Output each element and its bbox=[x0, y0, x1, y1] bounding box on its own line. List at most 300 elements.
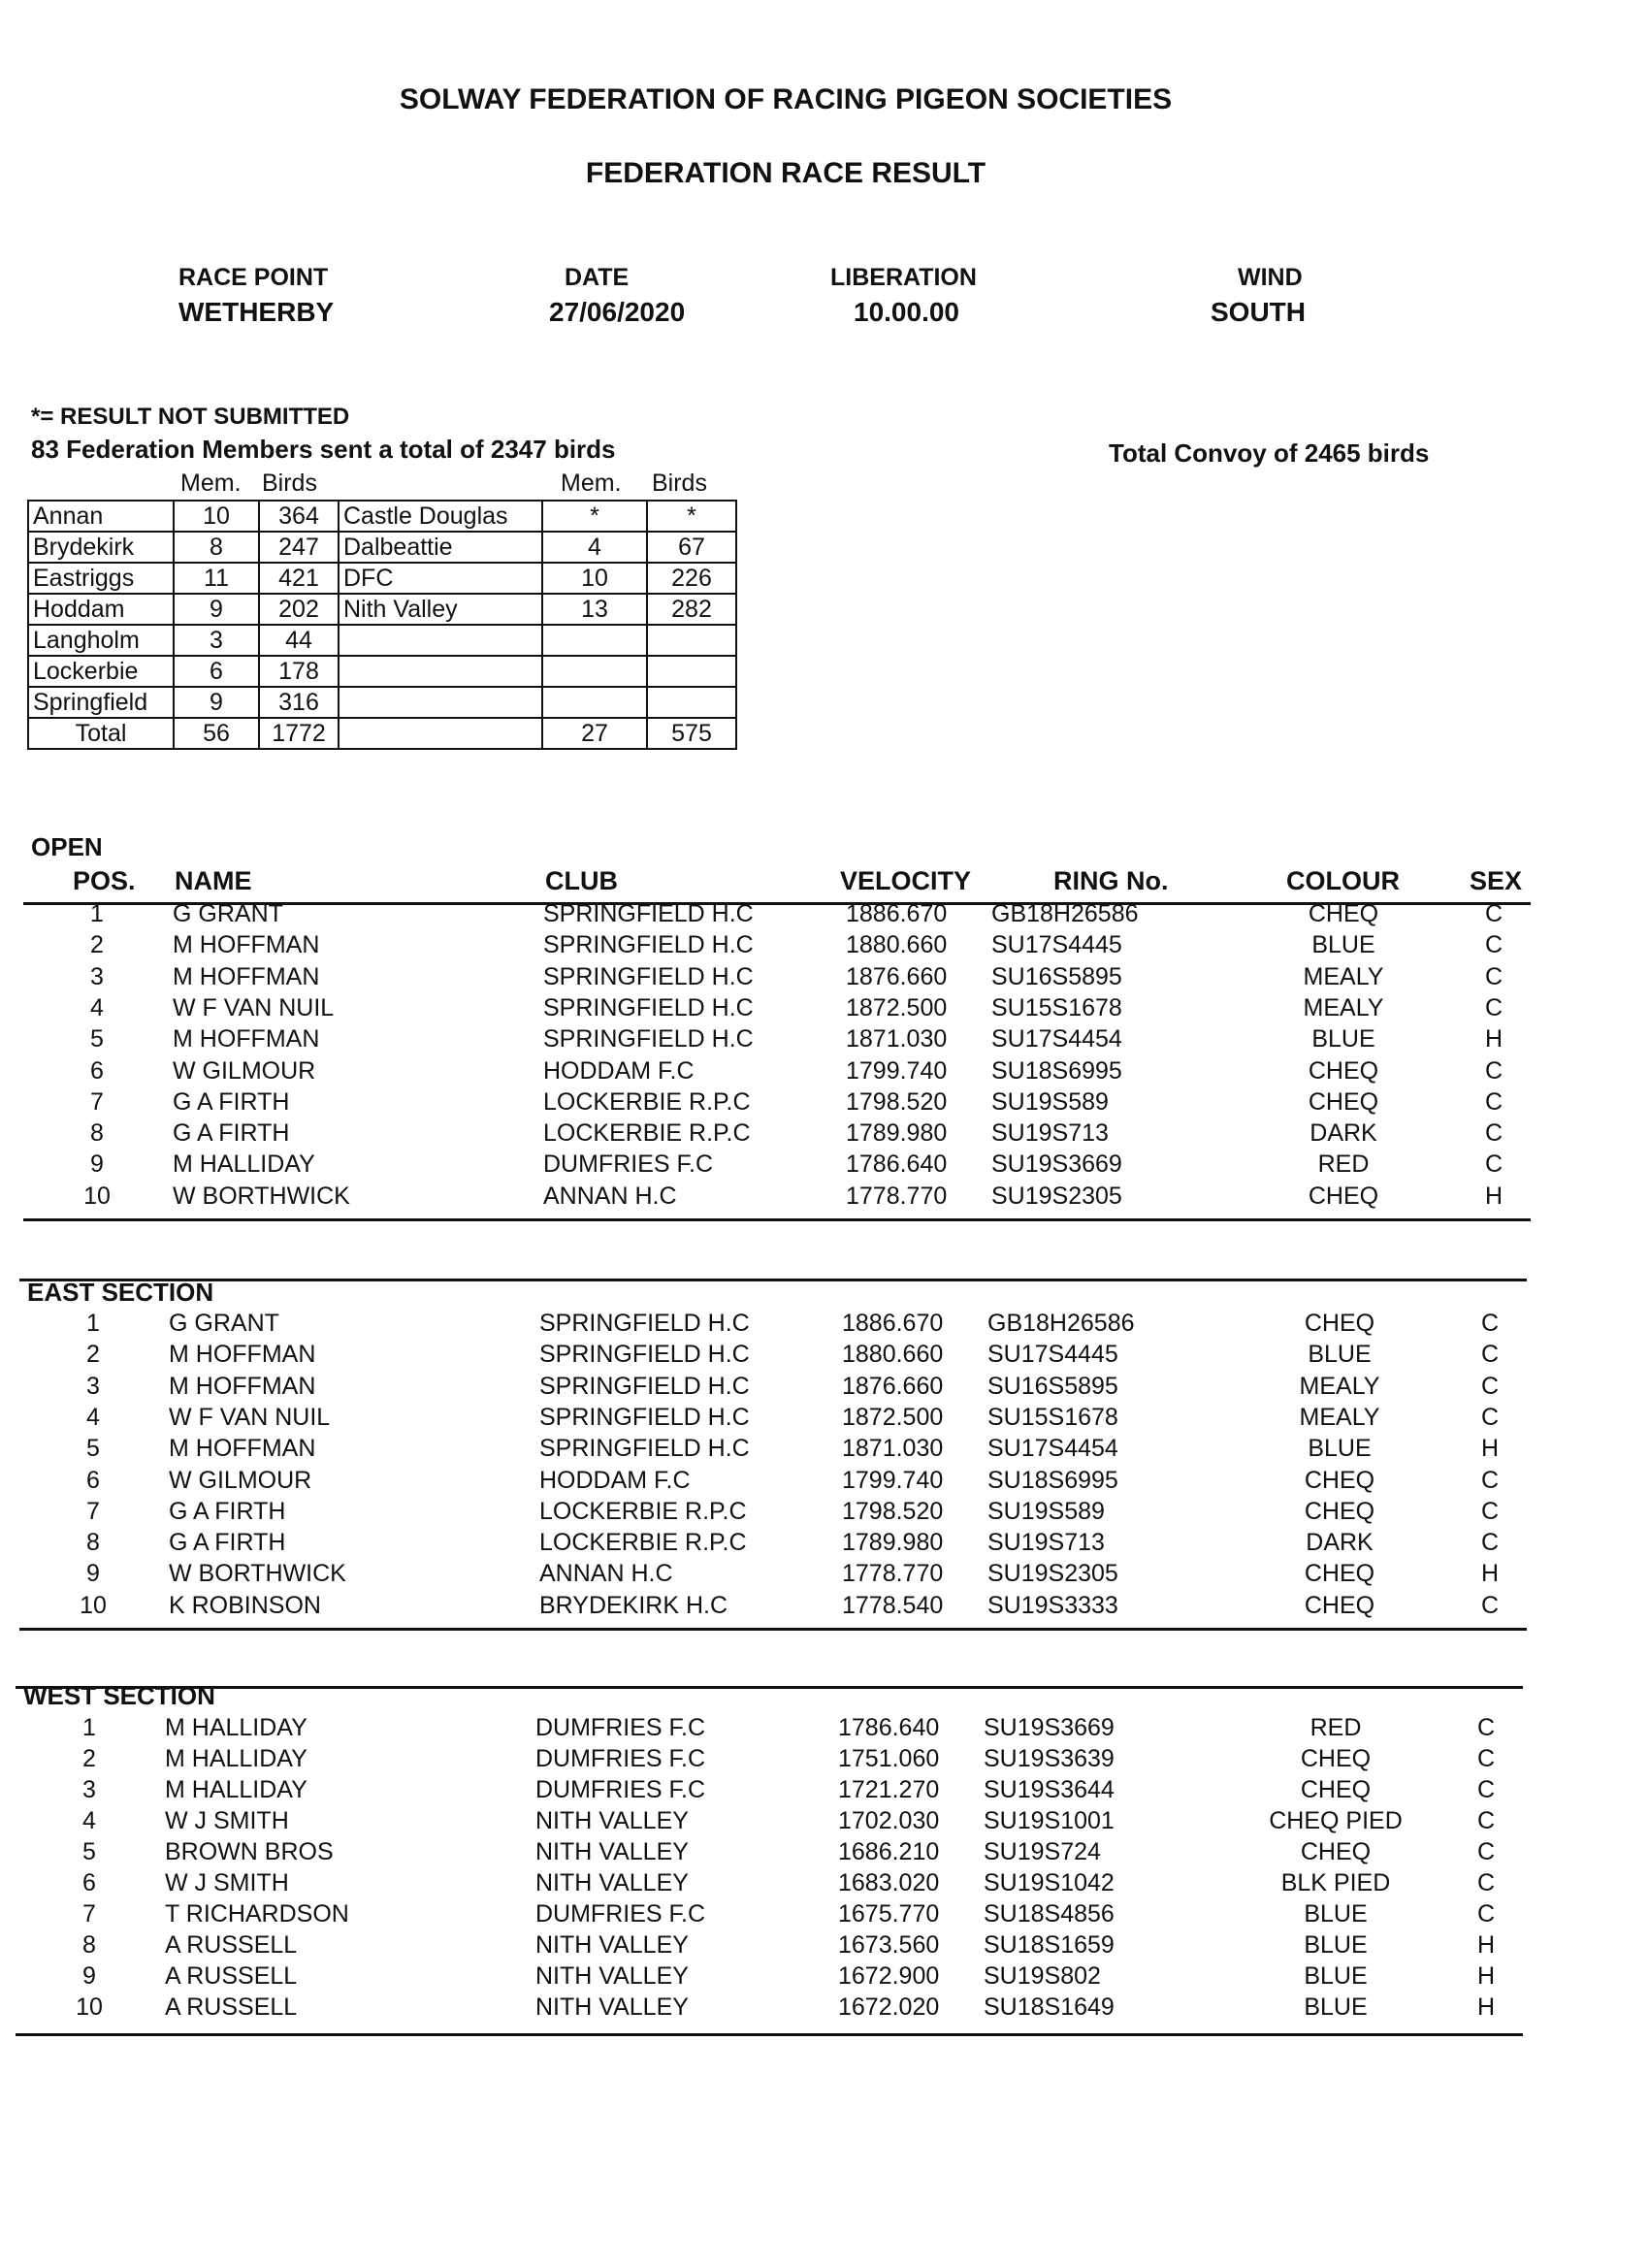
club-name: Eastriggs bbox=[28, 563, 174, 594]
result-sex: C bbox=[1484, 900, 1504, 927]
result-velocity: 1871.030 bbox=[842, 1435, 944, 1463]
club-name: Dalbeattie bbox=[339, 532, 542, 563]
summary-row bbox=[28, 656, 736, 687]
club-name: DFC bbox=[339, 563, 542, 594]
result-name: M HALLIDAY bbox=[165, 1714, 307, 1741]
result-velocity: 1798.520 bbox=[846, 1087, 948, 1116]
result-pos: 1 bbox=[82, 1714, 96, 1741]
result-colour: BLUE bbox=[1308, 1341, 1372, 1369]
result-name: T RICHARDSON bbox=[165, 1900, 349, 1928]
club-members: 8 bbox=[174, 532, 259, 563]
result-ring: SU19S3333 bbox=[987, 1591, 1118, 1619]
result-pos: 5 bbox=[86, 1435, 100, 1463]
result-club: ANNAN H.C bbox=[543, 1182, 677, 1210]
result-name: G GRANT bbox=[169, 1310, 279, 1337]
document-title: SOLWAY FEDERATION OF RACING PIGEON SOCIETIES bbox=[399, 83, 1173, 115]
result-velocity: 1871.030 bbox=[846, 1025, 948, 1053]
result-club: DUMFRIES F.C bbox=[535, 1714, 705, 1741]
open-result-row bbox=[0, 994, 1649, 1025]
result-colour: CHEQ bbox=[1308, 1056, 1379, 1085]
east-section-result-row bbox=[0, 1341, 1649, 1372]
result-colour: BLUE bbox=[1311, 931, 1375, 959]
result-sex: C bbox=[1476, 1807, 1496, 1834]
result-velocity: 1798.520 bbox=[842, 1497, 944, 1525]
result-pos: 8 bbox=[86, 1529, 100, 1557]
result-colour: CHEQ bbox=[1308, 900, 1379, 927]
west-section-bottom-rule bbox=[16, 2033, 1523, 2036]
result-pos: 8 bbox=[82, 1931, 96, 1959]
result-velocity: 1751.060 bbox=[838, 1745, 940, 1772]
result-pos: 7 bbox=[86, 1497, 100, 1525]
result-ring: SU15S1678 bbox=[987, 1403, 1118, 1431]
result-sex: C bbox=[1480, 1497, 1500, 1525]
open-result-row bbox=[0, 1088, 1649, 1119]
birds-header-right: Birds bbox=[652, 470, 707, 497]
result-sex: C bbox=[1484, 931, 1504, 959]
total-members-left: 56 bbox=[174, 718, 259, 749]
date-value: 27/06/2020 bbox=[549, 297, 686, 327]
result-velocity: 1789.980 bbox=[842, 1529, 944, 1557]
west-section-result-row bbox=[0, 1838, 1649, 1869]
result-pos: 4 bbox=[90, 993, 104, 1021]
race-point-value: WETHERBY bbox=[178, 297, 335, 327]
result-club: SPRINGFIELD H.C bbox=[539, 1372, 750, 1400]
result-club: NITH VALLEY bbox=[535, 1869, 689, 1896]
result-name: W J SMITH bbox=[165, 1869, 289, 1896]
result-sex: C bbox=[1480, 1310, 1500, 1337]
result-name: W GILMOUR bbox=[169, 1466, 312, 1494]
result-club: NITH VALLEY bbox=[535, 1962, 689, 1990]
west-section-result-row bbox=[0, 1931, 1649, 1962]
result-club: LOCKERBIE R.P.C bbox=[543, 1087, 751, 1116]
result-velocity: 1673.560 bbox=[838, 1931, 940, 1959]
date-label: DATE bbox=[565, 264, 630, 291]
result-pos: 4 bbox=[82, 1807, 96, 1834]
result-colour: CHEQ bbox=[1304, 1591, 1375, 1619]
column-header-sex: SEX bbox=[1470, 866, 1523, 895]
summary-row bbox=[28, 532, 736, 563]
result-name: W BORTHWICK bbox=[173, 1182, 350, 1210]
result-ring: SU19S1042 bbox=[984, 1869, 1115, 1896]
result-sex: H bbox=[1480, 1560, 1500, 1588]
result-club: DUMFRIES F.C bbox=[543, 1150, 713, 1179]
result-ring: GB18H26586 bbox=[987, 1310, 1135, 1337]
result-velocity: 1686.210 bbox=[838, 1838, 940, 1865]
liberation-label: LIBERATION bbox=[830, 264, 977, 291]
result-name: G A FIRTH bbox=[169, 1497, 286, 1525]
result-name: W J SMITH bbox=[165, 1807, 289, 1834]
club-name: Springfield bbox=[28, 687, 174, 718]
result-velocity: 1721.270 bbox=[838, 1776, 940, 1803]
result-club: LOCKERBIE R.P.C bbox=[543, 1119, 751, 1148]
club-birds: 178 bbox=[259, 656, 339, 687]
result-ring: SU18S6995 bbox=[987, 1466, 1118, 1494]
result-colour: CHEQ bbox=[1300, 1776, 1372, 1803]
result-velocity: 1872.500 bbox=[842, 1403, 944, 1431]
east-section-bottom-rule bbox=[19, 1628, 1527, 1631]
result-name: M HOFFMAN bbox=[169, 1341, 316, 1369]
result-club: NITH VALLEY bbox=[535, 1838, 689, 1865]
result-ring: SU17S4454 bbox=[991, 1025, 1122, 1053]
club-summary-table bbox=[27, 500, 737, 750]
result-velocity: 1702.030 bbox=[838, 1807, 940, 1834]
club-birds: 421 bbox=[259, 563, 339, 594]
club-name bbox=[339, 687, 542, 718]
west-section-result-row bbox=[0, 1776, 1649, 1807]
result-pos: 1 bbox=[90, 900, 104, 927]
east-section-result-row bbox=[0, 1592, 1649, 1623]
result-name: G A FIRTH bbox=[169, 1529, 286, 1557]
result-velocity: 1886.670 bbox=[846, 900, 948, 927]
result-sex: C bbox=[1484, 1087, 1504, 1116]
total-birds-left: 1772 bbox=[259, 718, 339, 749]
result-club: LOCKERBIE R.P.C bbox=[539, 1529, 747, 1557]
club-birds: 44 bbox=[259, 625, 339, 656]
club-members: 9 bbox=[174, 687, 259, 718]
result-colour: CHEQ PIED bbox=[1269, 1807, 1403, 1834]
open-result-row bbox=[0, 1150, 1649, 1182]
empty-cell bbox=[339, 718, 542, 749]
result-name: M HOFFMAN bbox=[169, 1435, 316, 1463]
club-members: 13 bbox=[542, 594, 647, 625]
column-header-velocity: VELOCITY bbox=[840, 866, 972, 895]
column-header-pos: POS. bbox=[73, 866, 136, 895]
result-velocity: 1876.660 bbox=[842, 1372, 944, 1400]
result-colour: CHEQ bbox=[1300, 1745, 1372, 1772]
east-section-result-row bbox=[0, 1498, 1649, 1529]
result-name: G A FIRTH bbox=[173, 1119, 290, 1148]
result-sex: H bbox=[1484, 1182, 1504, 1210]
mem-header-left: Mem. bbox=[180, 470, 242, 497]
result-colour: BLUE bbox=[1311, 1025, 1375, 1053]
east-section-title: EAST SECTION bbox=[27, 1278, 214, 1307]
summary-total-row bbox=[28, 718, 736, 749]
result-club: SPRINGFIELD H.C bbox=[543, 900, 754, 927]
result-pos: 8 bbox=[90, 1119, 104, 1148]
result-pos: 10 bbox=[80, 1591, 107, 1619]
result-pos: 7 bbox=[82, 1900, 96, 1928]
result-velocity: 1778.770 bbox=[846, 1182, 948, 1210]
result-club: SPRINGFIELD H.C bbox=[543, 962, 754, 990]
club-members: 10 bbox=[174, 501, 259, 532]
result-colour: MEALY bbox=[1299, 1403, 1380, 1431]
result-colour: CHEQ bbox=[1304, 1466, 1375, 1494]
club-members: * bbox=[542, 501, 647, 532]
result-colour: BLUE bbox=[1304, 1931, 1368, 1959]
club-birds: * bbox=[647, 501, 736, 532]
result-velocity: 1675.770 bbox=[838, 1900, 940, 1928]
wind-label: WIND bbox=[1238, 264, 1303, 291]
result-club: SPRINGFIELD H.C bbox=[543, 993, 754, 1021]
result-club: SPRINGFIELD H.C bbox=[539, 1341, 750, 1369]
club-members bbox=[542, 656, 647, 687]
club-birds: 202 bbox=[259, 594, 339, 625]
result-ring: SU19S713 bbox=[991, 1119, 1109, 1148]
east-section-result-row bbox=[0, 1467, 1649, 1498]
east-section-top-rule bbox=[19, 1279, 1527, 1281]
result-colour: RED bbox=[1310, 1714, 1362, 1741]
east-section-result-row bbox=[0, 1310, 1649, 1341]
result-name: W BORTHWICK bbox=[169, 1560, 346, 1588]
result-sex: C bbox=[1476, 1776, 1496, 1803]
result-sex: C bbox=[1484, 993, 1504, 1021]
result-name: K ROBINSON bbox=[169, 1591, 321, 1619]
race-point-label: RACE POINT bbox=[178, 264, 329, 291]
result-pos: 2 bbox=[86, 1341, 100, 1369]
result-name: M HOFFMAN bbox=[173, 1025, 320, 1053]
west-section-top-rule bbox=[16, 1686, 1523, 1689]
result-ring: SU18S6995 bbox=[991, 1056, 1122, 1085]
result-not-submitted-note: *= RESULT NOT SUBMITTED bbox=[31, 404, 350, 430]
west-section-result-row bbox=[0, 1745, 1649, 1776]
result-velocity: 1672.020 bbox=[838, 1993, 940, 2021]
club-name: Castle Douglas bbox=[339, 501, 542, 532]
result-ring: GB18H26586 bbox=[991, 900, 1139, 927]
result-name: M HALLIDAY bbox=[165, 1745, 307, 1772]
total-label: Total bbox=[28, 718, 174, 749]
west-section-result-row bbox=[0, 1900, 1649, 1931]
summary-row bbox=[28, 501, 736, 532]
club-members: 11 bbox=[174, 563, 259, 594]
result-name: BROWN BROS bbox=[165, 1838, 334, 1865]
result-ring: SU19S3639 bbox=[984, 1745, 1115, 1772]
result-club: DUMFRIES F.C bbox=[535, 1745, 705, 1772]
result-name: W F VAN NUIL bbox=[173, 993, 335, 1021]
result-sex: C bbox=[1480, 1372, 1500, 1400]
result-pos: 5 bbox=[90, 1025, 104, 1053]
result-pos: 3 bbox=[82, 1776, 96, 1803]
result-name: A RUSSELL bbox=[165, 1931, 298, 1959]
result-velocity: 1789.980 bbox=[846, 1119, 948, 1148]
east-section-result-row bbox=[0, 1529, 1649, 1560]
result-sex: C bbox=[1476, 1714, 1496, 1741]
result-colour: MEALY bbox=[1303, 962, 1384, 990]
result-sex: H bbox=[1476, 1931, 1496, 1959]
result-club: SPRINGFIELD H.C bbox=[539, 1435, 750, 1463]
result-ring: SU19S589 bbox=[987, 1497, 1105, 1525]
club-members bbox=[542, 625, 647, 656]
result-sex: C bbox=[1484, 1150, 1504, 1179]
result-velocity: 1872.500 bbox=[846, 993, 948, 1021]
club-members: 6 bbox=[174, 656, 259, 687]
result-pos: 2 bbox=[82, 1745, 96, 1772]
club-name: Lockerbie bbox=[28, 656, 174, 687]
result-ring: SU19S3669 bbox=[991, 1150, 1122, 1179]
wind-value: SOUTH bbox=[1211, 297, 1306, 327]
result-ring: SU19S1001 bbox=[984, 1807, 1115, 1834]
open-result-row bbox=[0, 1057, 1649, 1088]
result-velocity: 1886.670 bbox=[842, 1310, 944, 1337]
open-result-row bbox=[0, 931, 1649, 962]
result-name: M HALLIDAY bbox=[173, 1150, 315, 1179]
summary-row bbox=[28, 594, 736, 625]
result-pos: 7 bbox=[90, 1087, 104, 1116]
result-sex: C bbox=[1484, 1119, 1504, 1148]
result-velocity: 1880.660 bbox=[842, 1341, 944, 1369]
result-velocity: 1799.740 bbox=[846, 1056, 948, 1085]
result-ring: SU19S3669 bbox=[984, 1714, 1115, 1741]
total-convoy: Total Convoy of 2465 birds bbox=[1109, 438, 1430, 468]
result-pos: 9 bbox=[82, 1962, 96, 1990]
result-pos: 6 bbox=[90, 1056, 104, 1085]
club-birds bbox=[647, 656, 736, 687]
liberation-value: 10.00.00 bbox=[854, 297, 959, 327]
result-colour: BLUE bbox=[1304, 1900, 1368, 1928]
result-club: NITH VALLEY bbox=[535, 1807, 689, 1834]
result-colour: MEALY bbox=[1299, 1372, 1380, 1400]
result-ring: SU16S5895 bbox=[991, 962, 1122, 990]
summary-row bbox=[28, 563, 736, 594]
result-colour: CHEQ bbox=[1304, 1497, 1375, 1525]
result-colour: CHEQ bbox=[1304, 1560, 1375, 1588]
result-velocity: 1683.020 bbox=[838, 1869, 940, 1896]
club-name bbox=[339, 625, 542, 656]
result-sex: H bbox=[1476, 1962, 1496, 1990]
result-name: W F VAN NUIL bbox=[169, 1403, 331, 1431]
result-velocity: 1778.770 bbox=[842, 1560, 944, 1588]
result-name: A RUSSELL bbox=[165, 1962, 298, 1990]
result-colour: BLUE bbox=[1304, 1962, 1368, 1990]
result-ring: SU17S4445 bbox=[987, 1341, 1118, 1369]
result-ring: SU17S4445 bbox=[991, 931, 1122, 959]
result-velocity: 1799.740 bbox=[842, 1466, 944, 1494]
club-birds: 316 bbox=[259, 687, 339, 718]
column-header-ring: RING No. bbox=[1053, 866, 1169, 895]
club-members: 3 bbox=[174, 625, 259, 656]
result-club: DUMFRIES F.C bbox=[535, 1900, 705, 1928]
result-club: HODDAM F.C bbox=[543, 1056, 695, 1085]
result-ring: SU16S5895 bbox=[987, 1372, 1118, 1400]
open-result-row bbox=[0, 963, 1649, 994]
result-pos: 5 bbox=[82, 1838, 96, 1865]
summary-row bbox=[28, 625, 736, 656]
result-ring: SU19S713 bbox=[987, 1529, 1105, 1557]
result-pos: 4 bbox=[86, 1403, 100, 1431]
west-section-result-row bbox=[0, 1869, 1649, 1900]
east-section-result-row bbox=[0, 1435, 1649, 1466]
result-name: M HOFFMAN bbox=[173, 962, 320, 990]
result-pos: 9 bbox=[90, 1150, 104, 1179]
open-result-row bbox=[0, 1119, 1649, 1150]
document-subtitle: FEDERATION RACE RESULT bbox=[585, 157, 986, 189]
result-name: A RUSSELL bbox=[165, 1993, 298, 2021]
mem-header-right: Mem. bbox=[561, 470, 622, 497]
result-club: NITH VALLEY bbox=[535, 1993, 689, 2021]
result-velocity: 1778.540 bbox=[842, 1591, 944, 1619]
result-sex: C bbox=[1480, 1466, 1500, 1494]
club-name: Brydekirk bbox=[28, 532, 174, 563]
club-members: 10 bbox=[542, 563, 647, 594]
club-birds: 67 bbox=[647, 532, 736, 563]
summary-row bbox=[28, 687, 736, 718]
result-ring: SU18S4856 bbox=[984, 1900, 1115, 1928]
result-club: SPRINGFIELD H.C bbox=[543, 1025, 754, 1053]
members-sent-summary: 83 Federation Members sent a total of 2347 birds bbox=[31, 435, 616, 464]
result-velocity: 1672.900 bbox=[838, 1962, 940, 1990]
result-name: M HOFFMAN bbox=[169, 1372, 316, 1400]
result-velocity: 1786.640 bbox=[838, 1714, 940, 1741]
club-birds bbox=[647, 625, 736, 656]
result-colour: BLK PIED bbox=[1280, 1869, 1391, 1896]
result-colour: CHEQ bbox=[1308, 1182, 1379, 1210]
west-section-title: WEST SECTION bbox=[23, 1681, 215, 1710]
result-ring: SU19S802 bbox=[984, 1962, 1101, 1990]
result-ring: SU19S3644 bbox=[984, 1776, 1115, 1803]
club-members: 9 bbox=[174, 594, 259, 625]
result-ring: SU19S724 bbox=[984, 1838, 1101, 1865]
club-birds bbox=[647, 687, 736, 718]
result-sex: C bbox=[1484, 1056, 1504, 1085]
result-ring: SU17S4454 bbox=[987, 1435, 1118, 1463]
result-name: M HALLIDAY bbox=[165, 1776, 307, 1803]
east-section-result-row bbox=[0, 1373, 1649, 1404]
result-sex: C bbox=[1480, 1341, 1500, 1369]
result-club: DUMFRIES F.C bbox=[535, 1776, 705, 1803]
result-colour: BLUE bbox=[1308, 1435, 1372, 1463]
result-name: W GILMOUR bbox=[173, 1056, 316, 1085]
result-sex: C bbox=[1480, 1529, 1500, 1557]
open-result-row bbox=[0, 1183, 1649, 1214]
west-section-result-row bbox=[0, 1714, 1649, 1745]
result-pos: 1 bbox=[86, 1310, 100, 1337]
result-ring: SU19S2305 bbox=[991, 1182, 1122, 1210]
result-sex: H bbox=[1480, 1435, 1500, 1463]
total-members-right: 27 bbox=[542, 718, 647, 749]
result-pos: 3 bbox=[90, 962, 104, 990]
club-members bbox=[542, 687, 647, 718]
result-pos: 2 bbox=[90, 931, 104, 959]
club-birds: 247 bbox=[259, 532, 339, 563]
club-name: Langholm bbox=[28, 625, 174, 656]
result-sex: H bbox=[1476, 1993, 1496, 2021]
east-section-result-row bbox=[0, 1404, 1649, 1435]
result-pos: 3 bbox=[86, 1372, 100, 1400]
result-pos: 9 bbox=[86, 1560, 100, 1588]
open-bottom-rule bbox=[23, 1218, 1531, 1221]
result-pos: 10 bbox=[83, 1182, 111, 1210]
result-sex: C bbox=[1476, 1745, 1496, 1772]
result-colour: BLUE bbox=[1304, 1993, 1368, 2021]
column-header-name: NAME bbox=[175, 866, 252, 895]
result-ring: SU18S1659 bbox=[984, 1931, 1115, 1959]
club-name: Annan bbox=[28, 501, 174, 532]
result-club: ANNAN H.C bbox=[539, 1560, 673, 1588]
result-colour: MEALY bbox=[1303, 993, 1384, 1021]
club-birds: 364 bbox=[259, 501, 339, 532]
result-club: SPRINGFIELD H.C bbox=[539, 1310, 750, 1337]
result-pos: 10 bbox=[76, 1993, 103, 2021]
result-sex: H bbox=[1484, 1025, 1504, 1053]
result-ring: SU18S1649 bbox=[984, 1993, 1115, 2021]
west-section-result-row bbox=[0, 1993, 1649, 2025]
result-sex: C bbox=[1484, 962, 1504, 990]
result-ring: SU15S1678 bbox=[991, 993, 1122, 1021]
result-pos: 6 bbox=[82, 1869, 96, 1896]
result-colour: DARK bbox=[1306, 1529, 1374, 1557]
birds-header-left: Birds bbox=[262, 470, 317, 497]
result-club: BRYDEKIRK H.C bbox=[539, 1591, 728, 1619]
result-club: LOCKERBIE R.P.C bbox=[539, 1497, 747, 1525]
column-header-club: CLUB bbox=[545, 866, 618, 895]
result-club: NITH VALLEY bbox=[535, 1931, 689, 1959]
result-name: G GRANT bbox=[173, 900, 283, 927]
result-sex: C bbox=[1476, 1900, 1496, 1928]
result-name: M HOFFMAN bbox=[173, 931, 320, 959]
result-sex: C bbox=[1480, 1403, 1500, 1431]
result-ring: SU19S589 bbox=[991, 1087, 1109, 1116]
open-title: OPEN bbox=[31, 832, 103, 861]
club-birds: 282 bbox=[647, 594, 736, 625]
